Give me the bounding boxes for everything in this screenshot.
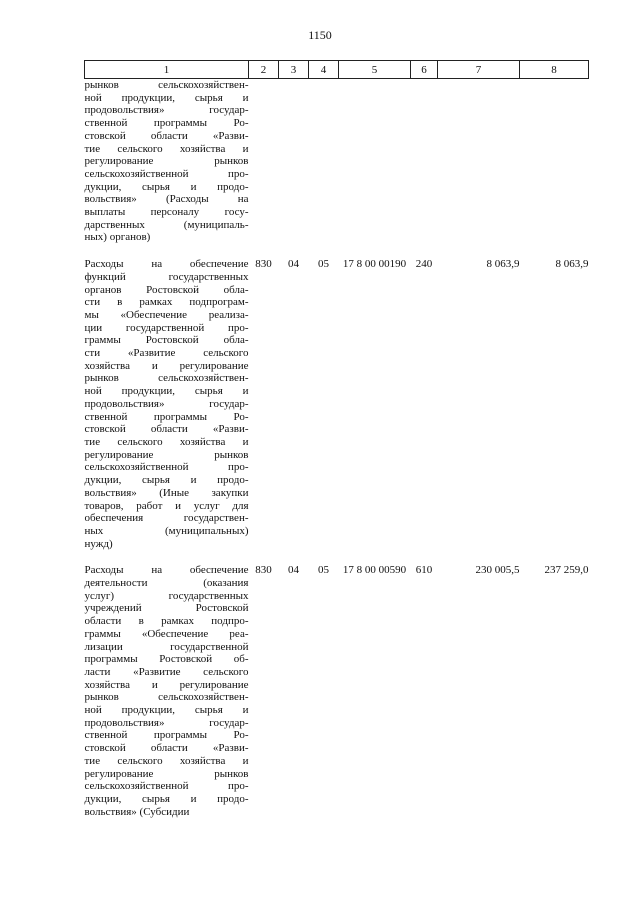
description-line: стовской области «Разви- [84, 742, 249, 755]
row-description [85, 79, 249, 245]
header-col-4: 4 [309, 61, 339, 79]
description-line: вольствия» (Расходы на [84, 193, 249, 206]
header-col-2: 2 [249, 61, 279, 79]
description-line: хозяйства и регулирование [84, 678, 249, 691]
description-line: деятельности (оказания [84, 577, 249, 590]
cell-target-article: 17 8 00 00190 [342, 258, 407, 271]
description-line: продовольствия» государ- [84, 397, 249, 410]
description-line: учреждений Ростовской [84, 602, 249, 615]
table-row [85, 258, 589, 550]
description-line: дарственных (муниципаль- [84, 218, 249, 231]
description-line: Расходы на обеспечение [84, 564, 249, 577]
description-line: мы «Обеспечение реализа- [84, 308, 249, 321]
cell-ministry-code: 830 [255, 258, 272, 271]
description-line: ственной программы Ро- [84, 410, 249, 423]
row-gap-cell [85, 550, 589, 564]
description-line: сти «Развитие сельского [84, 347, 249, 360]
description-line: ной продукции, сырья и [84, 704, 249, 717]
description-line: хозяйства и регулирование [84, 359, 249, 372]
description-line: регулирование рынков [84, 767, 249, 780]
description-line: услуг) государственных [84, 589, 249, 602]
cell-amount-year-1: 8 063,9 [486, 258, 520, 271]
description-line: сельскохозяйственной про- [84, 780, 249, 793]
row-gap [85, 550, 589, 564]
description-line: ной продукции, сырья и [84, 385, 249, 398]
table-row [85, 564, 589, 818]
description-line: дукции, сырья и продо- [84, 474, 249, 487]
description-line: нужд) [84, 537, 113, 550]
description-line: лизации государственной [84, 640, 249, 653]
description-line: области в рамках подпро- [84, 615, 249, 628]
cell-section [279, 79, 309, 245]
header-row [85, 61, 589, 79]
cell-amount-year-1: 230 005,5 [475, 564, 520, 577]
description-line: сельскохозяйственной про- [84, 167, 249, 180]
budget-table [84, 60, 589, 818]
cell-subsection: 05 [318, 258, 329, 271]
row-description [85, 564, 249, 818]
cell-amount-year-2: 237 259,0 [544, 564, 589, 577]
row-description [85, 258, 249, 550]
description-line: дукции, сырья и продо- [84, 180, 249, 193]
cell-amount-year-1 [438, 79, 520, 245]
description-line: ных) органов) [84, 231, 151, 244]
description-line: вольствия» (Субсидии [84, 805, 190, 818]
description-line: стовской области «Разви- [84, 129, 249, 142]
description-line: дукции, сырья и продо- [84, 792, 249, 805]
description-line: вольствия» (Иные закупки [84, 486, 249, 499]
header-col-1: 1 [85, 61, 249, 79]
cell-expense-type: 240 [415, 258, 433, 271]
page-number: 1150 [308, 28, 332, 42]
header-col-7: 7 [438, 61, 520, 79]
description-line: ции государственной про- [84, 321, 249, 334]
description-line: граммы Ростовской обла- [84, 334, 249, 347]
cell-ministry-code: 830 [255, 564, 272, 577]
description-line: ственной программы Ро- [84, 729, 249, 742]
row-gap [85, 244, 589, 258]
header-col-6: 6 [411, 61, 438, 79]
description-line: рынков сельскохозяйствен- [84, 691, 249, 704]
description-line: тие сельского хозяйства и [84, 435, 249, 448]
description-line: функций государственных [84, 270, 249, 283]
description-line: продовольствия» государ- [84, 716, 249, 729]
row-gap-cell [85, 244, 589, 258]
cell-target-article: 17 8 00 00590 [342, 564, 407, 577]
cell-subsection [309, 79, 339, 245]
description-line: тие сельского хозяйства и [84, 754, 249, 767]
description-line: рынков сельскохозяйствен- [84, 372, 249, 385]
table-row [85, 79, 589, 245]
description-line: сельскохозяйственной про- [84, 461, 249, 474]
cell-expense-type [411, 79, 438, 245]
description-line: товаров, работ и услуг для [84, 499, 249, 512]
description-line: ственной программы Ро- [84, 117, 249, 130]
header-col-5: 5 [339, 61, 411, 79]
cell-section: 04 [288, 564, 299, 577]
cell-target-article [339, 79, 411, 245]
header-col-8: 8 [520, 61, 589, 79]
description-line: ной продукции, сырья и [84, 91, 249, 104]
description-line: регулирование рынков [84, 155, 249, 168]
header-col-3: 3 [279, 61, 309, 79]
description-line: стовской области «Разви- [84, 423, 249, 436]
cell-subsection: 05 [318, 564, 329, 577]
description-line: сти в рамках подпрограм- [84, 296, 249, 309]
description-line: продовольствия» государ- [84, 104, 249, 117]
description-line: регулирование рынков [84, 448, 249, 461]
description-line: граммы «Обеспечение реа- [84, 627, 249, 640]
description-line: программы Ростовской об- [84, 653, 249, 666]
description-line: органов Ростовской обла- [84, 283, 249, 296]
description-line: выплаты персоналу госу- [84, 206, 249, 219]
cell-section: 04 [288, 258, 299, 271]
description-line: тие сельского хозяйства и [84, 142, 249, 155]
cell-expense-type: 610 [415, 564, 433, 577]
description-line: обеспечения государствен- [84, 512, 249, 525]
cell-amount-year-2 [520, 79, 589, 245]
description-line: ласти «Развитие сельского [84, 665, 249, 678]
description-line: ных (муниципальных) [84, 524, 249, 537]
description-line: рынков сельскохозяйствен- [84, 79, 249, 91]
description-line: Расходы на обеспечение [84, 258, 249, 271]
cell-amount-year-2: 8 063,9 [555, 258, 589, 271]
cell-ministry-code [249, 79, 279, 245]
